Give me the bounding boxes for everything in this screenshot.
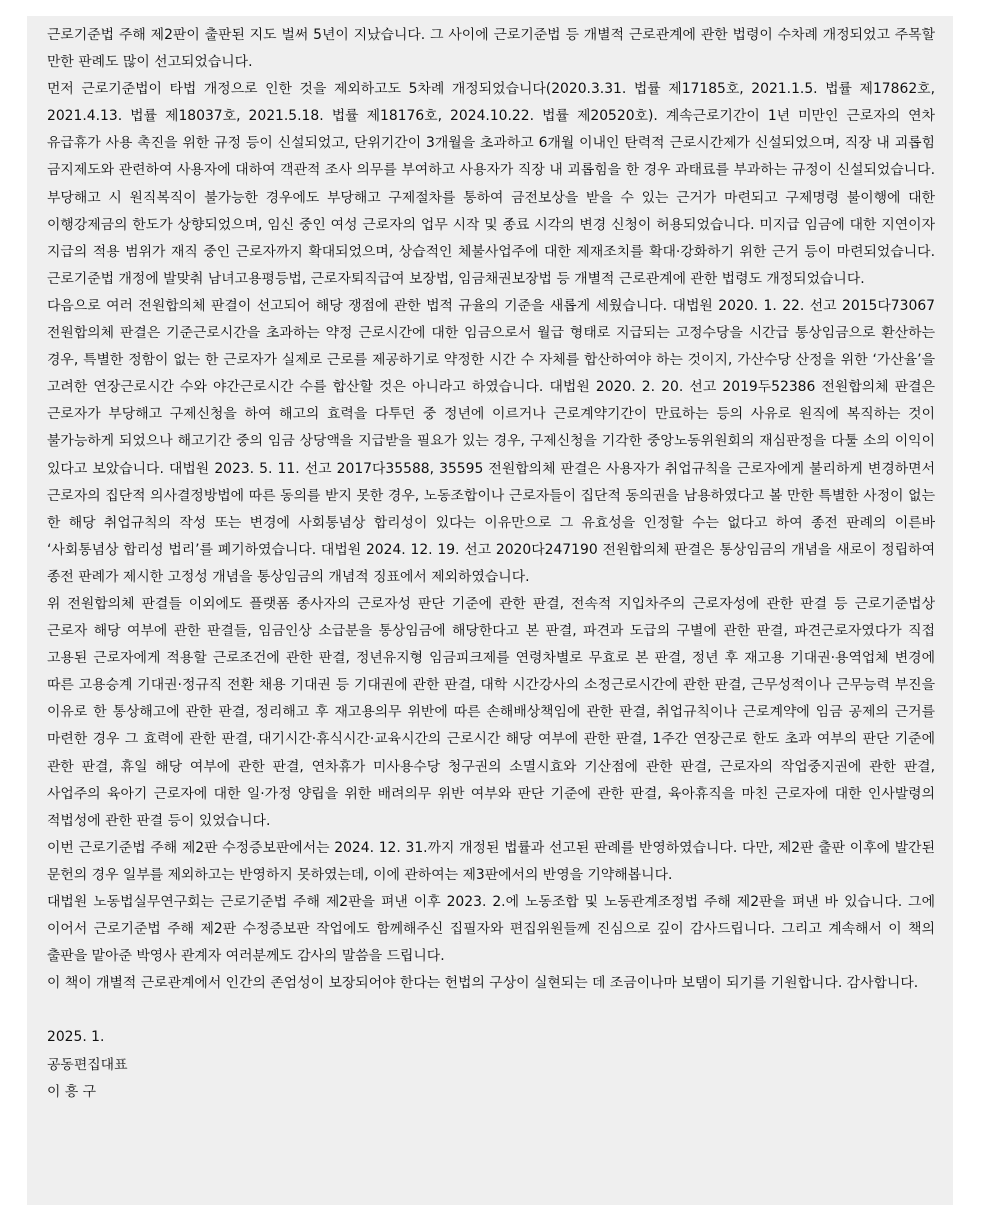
paragraph-closing: 이 책이 개별적 근로관계에서 인간의 존엄성이 보장되어야 한다는 헌법의 구상이 실현되는 데 조금이나마 보탬이 되기를 기원합니다. 감사합니다.: [47, 975, 919, 992]
paragraph-revision-scope: 이번 근로기준법 주해 제2판 수정증보판에서는 2024. 12. 31.까지 개정된 법률과 선고된 판례를 반영하였습니다. 다만, 제2판 출판 이후에 발간된 문헌의 경우 일부를 제외하고는 반영하지 못하였는데, 이에 관하여는 제3판에서의 반영을 기약해봅니다.: [47, 839, 935, 883]
paragraph-statute-amendments: 먼저 근로기준법이 타법 개정으로 인한 것을 제외하고도 5차례 개정되었습니다(2020.3.31. 법률 제17185호, 2021.1.5. 법률 제17862호, 2021.4.13. 법률 제18037호, 2021.5.18. 법률 제18176호, 2024.10.22. 법률 제20520호). 계속근로기간이 1년 미만인 근로자의 연차 유급휴가 사용 촉진을 위한 규정 등이 신설되었고, 단위기간이 3개월을 초과하고 6개월 이내인 탄력적 근로시간제가 신설되었으며, 직장 내 괴롭힘 금지제도와 관련하여 사용자에 대하여 객관적 조사 의무를 부여하고 사용자가 직장 내 괴롭힘을 한 경우 과태료를 부과하는 규정이 신설되었습니다. 부당해고 시 원직복직이 불가능한 경우에도 부당해고 구제절차를 통하여 금전보상을 받을 수 있는 근거가 마련되고 구제명령 불이행에 대한 이행강제금의 한도가 상향되었으며, 임신 중인 여성 근로자의 업무 시작 및 종료 시각의 변경 신청이 허용되었습니다. 미지급 임금에 대한 지연이자 지급의 적용 범위가 재직 중인 근로자까지 확대되었으며, 상습적인 체불사업주에 대한 제재조치를 확대·강화하기 위한 근거 등이 마련되었습니다. 근로기준법 개정에 발맞춰 남녀고용평등법, 근로자퇴직급여 보장법, 임금채권보장법 등 개별적 근로관계에 관한 법령도 개정되었습니다.: [47, 81, 935, 287]
paragraph-acknowledgements: 대법원 노동법실무연구회는 근로기준법 주해 제2판을 펴낸 이후 2023. 2.에 노동조합 및 노동관계조정법 주해 제2판을 펴낸 바 있습니다. 그에 이어서 근로기준법 주해 제2판 수정증보판 작업에도 함께해주신 집필자와 편집위원들께 진심으로 깊이 감사드립니다. 그리고 계속해서 이 책의 출판을 맡아준 박영사 관계자 여러분께도 감사의 말씀을 드립니다.: [47, 894, 935, 965]
signature-block: [47, 1024, 935, 1105]
signature-role: 공동편집대표: [47, 1056, 128, 1073]
blank-line: [47, 997, 935, 1024]
preface-body: [47, 22, 935, 1106]
document-panel: [27, 16, 953, 1205]
paragraph-other-decisions: 위 전원합의체 판결들 이외에도 플랫폼 종사자의 근로자성 판단 기준에 관한 판결, 전속적 지입차주의 근로자성에 관한 판결 등 근로기준법상 근로자 해당 여부에 관한 판결들, 임금인상 소급분을 통상임금에 해당한다고 본 판결, 파견과 도급의 구별에 관한 판결, 파견근로자였다가 직접 고용된 근로자에게 적용할 근로조건에 관한 판결, 정년유지형 임금피크제를 연령차별로 무효로 본 판결, 정년 후 재고용 기대권·용역업체 변경에 따른 고용승계 기대권·정규직 전환 채용 기대권 등 기대권에 관한 판결, 대학 시간강사의 소정근로시간에 관한 판결, 근무성적이나 근무능력 부진을 이유로 한 통상해고에 관한 판결, 정리해고 후 재고용의무 위반에 따른 손해배상책임에 관한 판결, 취업규칙이나 근로계약에 임금 공제의 근거를 마련한 경우 그 효력에 관한 판결, 대기시간·휴식시간·교육시간의 근로시간 해당 여부에 관한 판결, 1주간 연장근로 한도 초과 여부의 판단 기준에 관한 판결, 휴일 해당 여부에 관한 판결, 연차휴가 미사용수당 청구권의 소멸시효와 기산점에 관한 판결, 근로자의 작업중지권에 관한 판결, 사업주의 육아기 근로자에 대한 일·가정 양립을 위한 배려의무 위반 여부와 판단 기준에 관한 판결, 육아휴직을 마친 근로자에 대한 인사발령의 적법성에 관한 판결 등이 있었습니다.: [47, 595, 935, 829]
paragraph-en-banc-decisions: 다음으로 여러 전원합의체 판결이 선고되어 해당 쟁점에 관한 법적 규율의 기준을 새롭게 세웠습니다. 대법원 2020. 1. 22. 선고 2015다73067 전원합의체 판결은 기준근로시간을 초과하는 약정 근로시간에 대한 임금으로서 월급 형태로 지급되는 고정수당을 시간급 통상임금으로 환산하는 경우, 특별한 정함이 없는 한 근로자가 실제로 근로를 제공하기로 약정한 시간 수 자체를 합산하여야 하는 것이지, 가산수당 산정을 위한 ‘가산율’을 고려한 연장근로시간 수와 야간근로시간 수를 합산할 것은 아니라고 하였습니다. 대법원 2020. 2. 20. 선고 2019두52386 전원합의체 판결은 근로자가 부당해고 구제신청을 하여 해고의 효력을 다투던 중 정년에 이르거나 근로계약기간이 만료하는 등의 사유로 원직에 복직하는 것이 불가능하게 되었으나 해고기간 중의 임금 상당액을 지급받을 필요가 있는 경우, 구제신청을 기각한 중앙노동위원회의 재심판정을 다툴 소의 이익이 있다고 보았습니다. 대법원 2023. 5. 11. 선고 2017다35588, 35595 전원합의체 판결은 사용자가 취업규칙을 근로자에게 불리하게 변경하면서 근로자의 집단적 의사결정방법에 따른 동의를 받지 못한 경우, 노동조합이나 근로자들이 집단적 동의권을 남용하였다고 볼 만한 특별한 사정이 없는 한 해당 취업규칙의 작성 또는 변경에 사회통념상 합리성이 있다는 이유만으로 그 유효성을 인정할 수는 없다고 하여 종전 판례의 이른바 ‘사회통념상 합리성 법리’를 폐기하였습니다. 대법원 2024. 12. 19. 선고 2020다247190 전원합의체 판결은 통상임금의 개념을 새로이 정립하여 종전 판례가 제시한 고정성 개념을 통상임금의 개념적 징표에서 제외하였습니다.: [47, 297, 935, 585]
paragraph-intro: 근로기준법 주해 제2판이 출판된 지도 벌써 5년이 지났습니다. 그 사이에 근로기준법 등 개별적 근로관계에 관한 법령이 수차례 개정되었고 주목할 만한 판례도 많이 선고되었습니다.: [47, 27, 935, 71]
signature-date: 2025. 1.: [47, 1029, 105, 1046]
signature-name: 이 흥 구: [47, 1083, 97, 1100]
